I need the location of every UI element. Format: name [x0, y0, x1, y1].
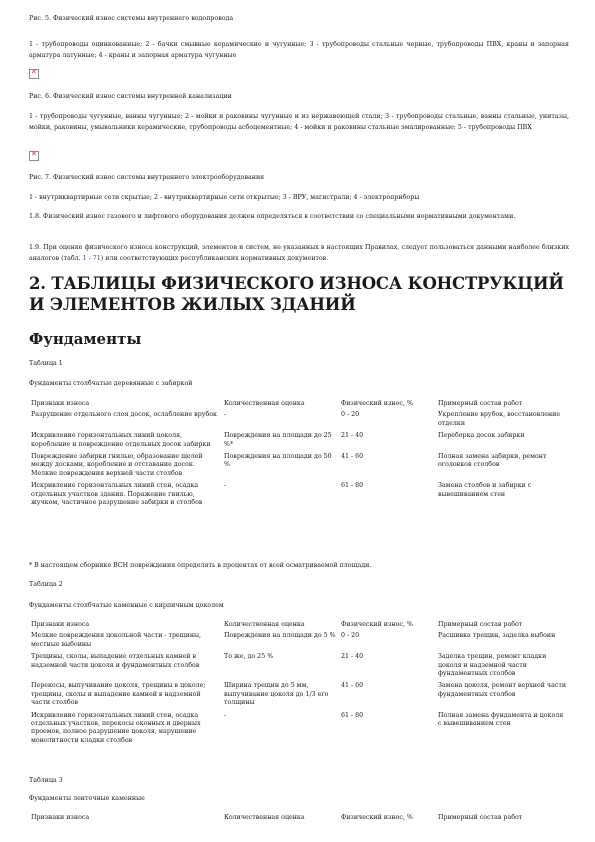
table-1-label: Таблица 1	[29, 360, 63, 367]
table-cell: Повреждения на площади до 5 %	[224, 632, 336, 640]
header-cell: Количественная оценка	[224, 814, 305, 821]
table-row	[29, 432, 569, 453]
header-cell: Физический износ, %	[341, 814, 413, 821]
table-2	[29, 621, 569, 749]
table-cell: Разрушение отдельного слоя досок, ослабление врубок	[31, 411, 217, 419]
figure-7-legend: 1 - внутриквартирные сети скрытые; 2 - внутриквартирные сети открытые; 3 - ВРУ, магистрали; 4 - электроприборы	[29, 194, 420, 201]
table-row	[29, 712, 569, 750]
table-cell: -	[224, 482, 227, 490]
table-row	[29, 453, 569, 482]
table-cell: -	[224, 711, 227, 719]
figure-5-legend: 1 - трубопроводы оцинкованные; 2 - бачки смывные керамические и чугунные; 3 - трубопроводы стальные черные, трубопроводы ПВХ, краны и запорная арматура латунные; 4 - краны и запорная арматура чугунные	[29, 41, 569, 59]
table-cell: 61 - 80	[341, 482, 364, 490]
figure-6-legend: 1 - трубопроводы чугунные, ванны чугунные; 2 - мойки и раковины чугунные и из нержавеющей стали; 3 - трубопроводы стальные, ванны стальные, унитазы, мойки, раковины, умывальники керамические, трубопроводы асбоцементные; 4 - мойки и раковины стальные эмалированные; 5 - трубопроводы ПВХ	[29, 113, 569, 131]
broken-image-icon	[29, 69, 39, 79]
table-row	[29, 653, 569, 682]
table-cell: Переборка досок забирки	[438, 432, 525, 440]
table-cell: Искривление горизонтальных линий стен, осадка отдельных участков, перекосы оконных и дверных проемов, полное разрушение цоколя, нарушение монолитности кладки столбов	[31, 711, 201, 744]
section-heading: 2. ТАБЛИЦЫ ФИЗИЧЕСКОГО ИЗНОСА КОНСТРУКЦИЙ И ЭЛЕМЕНТОВ ЖИЛЫХ ЗДАНИЙ	[29, 274, 564, 314]
table-1-footnote: * В настоящем сборнике ВСН повреждения определять в процентах от всей осматриваемой площади.	[29, 562, 372, 569]
table-2-title: Фундаменты столбчатые каменные с кирпичным цоколем	[29, 602, 224, 609]
table-cell: 21 - 40	[341, 653, 364, 661]
header-cell: Признаки износа	[31, 814, 90, 821]
table-71-link[interactable]: 71	[92, 255, 101, 262]
header-cell: Признаки износа	[31, 400, 90, 407]
table-cell: 0 - 20	[341, 411, 360, 419]
header-cell: Примерный состав работ	[438, 400, 523, 407]
table-cell: Ширина трещин до 5 мм, выпучивание цоколя до 1/3 его толщины	[224, 682, 329, 707]
table-cell: 0 - 20	[341, 632, 360, 640]
header-cell: Физический износ, %	[341, 400, 413, 407]
table-cell: Замена столбов и забирки с вывешиванием стен	[438, 482, 532, 498]
paragraph-1-9-dash: -	[86, 255, 93, 262]
table-cell: Повреждение забирки гнилью, образование щелей между досками, коробление и отставание досок. Мелкие повреждения верхней части столбов	[31, 453, 203, 477]
table-cell: Замена цоколя, ремонт верхней части фундаментных столбов	[438, 682, 567, 698]
figure-6-caption: Рис. 6. Физический износ системы внутренней канализации	[29, 93, 232, 100]
table-cell: То же, до 25 %	[224, 653, 274, 661]
table-cell: Заделка трещин, ремонт кладки цоколя и надземной части фундаментных столбов	[438, 653, 547, 678]
table-3-label: Таблица 3	[29, 777, 63, 784]
table-header-row	[29, 400, 569, 411]
table-cell: 41 - 60	[341, 453, 364, 461]
table-cell: Искривление горизонтальных линий стен, осадка отдельных участков здания. Поражение гнилью, жучком, частичное разрушение забирки и столбов	[31, 482, 203, 507]
table-1-link[interactable]: 1	[82, 255, 87, 262]
table-cell: Повреждения на площади до 25 %*	[224, 432, 332, 448]
header-cell: Примерный состав работ	[438, 814, 523, 821]
table-2-label: Таблица 2	[29, 581, 63, 588]
table-1-title: Фундаменты столбчатые деревянные с забиркой	[29, 380, 193, 387]
paragraph-1-9	[29, 242, 569, 264]
header-cell: Физический износ, %	[341, 621, 413, 628]
header-cell: Признаки износа	[31, 621, 90, 628]
table-header-row	[29, 621, 569, 632]
paragraph-1-9-text: 1.9. При оценке физического износа конструкций, элементов и систем, не указанных в настоящих Правилах, следует пользоваться данными наиболее близких аналогов (табл.	[29, 244, 569, 262]
figure-5-caption: Рис. 5. Физический износ системы внутреннего водопровода	[29, 15, 234, 22]
table-1	[29, 400, 569, 511]
table-cell: Полная замена фундамента и цоколя с вывешиванием стен	[438, 711, 564, 728]
table-cell: Искривление горизонтальных линий цоколя, коробление и повреждение отдельных досок забирки	[31, 432, 211, 448]
table-3	[29, 814, 569, 825]
table-header-row	[29, 814, 569, 825]
table-cell: 21 - 40	[341, 432, 364, 440]
figure-7-caption: Рис. 7. Физический износ системы внутреннего электрооборудования	[29, 174, 265, 181]
header-cell: Количественная оценка	[224, 400, 305, 407]
table-cell: Перекосы, выпучивание цоколя, трещины в цоколе; трещины, сколы и выпадение камней в надземной части столбов	[31, 682, 206, 707]
paragraph-1-8: 1.8. Физический износ газового и лифтового оборудования должен определяться в соответствии со специальными нормативными документами.	[29, 213, 516, 220]
table-cell: 41 - 60	[341, 682, 364, 690]
table-cell: Полная замена забирки, ремонт оголовков столбов	[438, 453, 547, 469]
broken-image-icon	[29, 151, 39, 161]
table-3-title: Фундаменты ленточные каменные	[29, 795, 145, 802]
header-cell: Примерный состав работ	[438, 621, 523, 628]
table-row	[29, 411, 569, 432]
table-row	[29, 632, 569, 653]
subsection-heading: Фундаменты	[29, 330, 142, 348]
paragraph-1-9-text-end: ) или соответствующих республиканских нормативных документов.	[100, 255, 329, 262]
table-cell: 61 - 80	[341, 711, 364, 719]
table-cell: Расшивка трещин, заделка выбоин	[438, 632, 556, 640]
table-cell: Трещины, сколы, выпадение отдельных камней в надземной части цоколя и фундаментных столбов	[31, 653, 200, 669]
table-cell: Мелкие повреждения цокольной части - трещины, местные выбоины	[31, 632, 202, 648]
table-row	[29, 482, 569, 511]
table-row	[29, 682, 569, 711]
table-cell: Повреждения на площади до 50 %	[224, 453, 332, 469]
table-cell: Укрепление врубок, восстановление отделки	[438, 411, 561, 427]
table-cell: -	[224, 411, 227, 419]
header-cell: Количественная оценка	[224, 621, 305, 628]
